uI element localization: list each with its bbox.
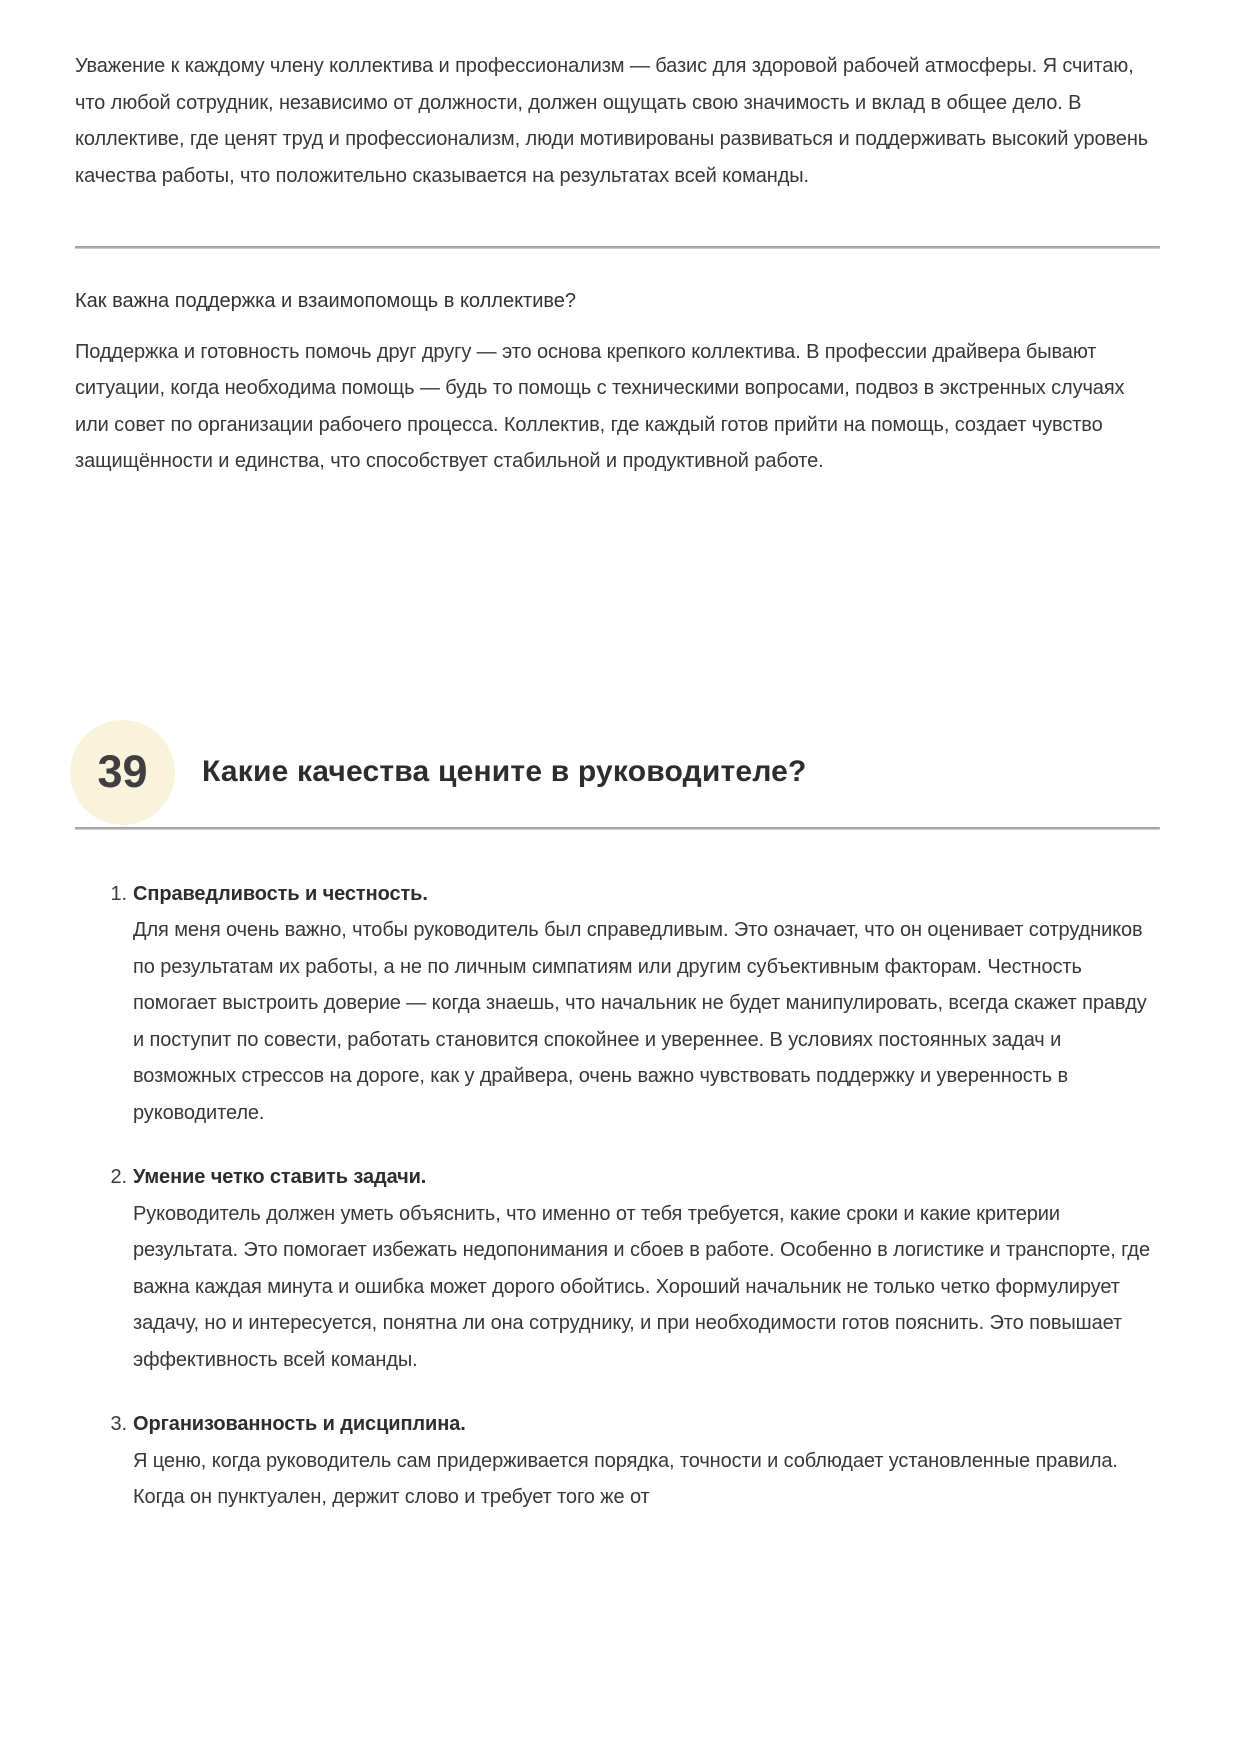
- section-divider-top: [75, 246, 1160, 249]
- list-item: [75, 1406, 1160, 1516]
- question-number: 39: [97, 746, 148, 797]
- list-item-body: Я ценю, когда руководитель сам придерживается порядка, точности и соблюдает установленные правила. Когда он пунктуален, держит слово и требует того же от: [133, 1449, 1118, 1508]
- list-item-title: Справедливость и честность.: [133, 882, 428, 905]
- list-item-number: 3.: [110, 1413, 127, 1435]
- intro-paragraph: Уважение к каждому члену коллектива и профессионализм — базис для здоровой рабочей атмосферы. Я считаю, что любой сотрудник, независимо от должности, должен ощущать свою значимость и вклад в общее дело. В коллективе, где ценят труд и профессионализм, люди мотивированы развиваться и поддерживать высокий уровень качества работы, что положительно сказывается на результатах всей команды.: [75, 55, 1149, 187]
- section-divider-bottom: [75, 827, 1160, 830]
- list-item-title: Организованность и дисциплина.: [133, 1413, 466, 1435]
- list-item-number: 2.: [110, 1166, 127, 1188]
- section-header: [75, 720, 1160, 825]
- qualities-list: [75, 876, 1160, 1516]
- section-title: Какие качества цените в руководителе?: [202, 755, 807, 788]
- answer-paragraph: Поддержка и готовность помочь друг другу — это основа крепкого коллектива. В профессии драйвера бывают ситуации, когда необходима помощь — будь то помощь с техническими вопросами, подвоз в экстренных случаях или совет по организации рабочего процесса. Коллектив, где каждый готов прийти на помощь, создает чувство защищённости и единства, что способствует стабильной и продуктивной работе.: [75, 340, 1125, 472]
- list-item-body: Руководитель должен уметь объяснить, что именно от тебя требуется, какие сроки и какие критерии результата. Это помогает избежать недопонимания и сбоев в работе. Особенно в логистике и транспорте, где важна каждая минута и ошибка может дорого обойтись. Хороший начальник не только четко формулирует задачу, но и интересуется, понятна ли она сотруднику, и при необходимости готов пояснить. Это повышает эффективность всей команды.: [133, 1202, 1151, 1371]
- question-heading: Как важна поддержка и взаимопомощь в коллективе?: [75, 290, 577, 312]
- list-item: [75, 876, 1160, 1132]
- list-item-title: Умение четко ставить задачи.: [133, 1166, 427, 1188]
- list-item-content: [133, 1159, 1160, 1378]
- list-item: [75, 1159, 1160, 1378]
- list-item-number: 1.: [110, 882, 127, 905]
- list-item-body: Для меня очень важно, чтобы руководитель был справедливым. Это означает, что он оценивает сотрудников по результатам их работы, а не по личным симпатиям или другим субъективным факторам. Честность помогает выстроить доверие — когда знаешь, что начальник не будет манипулировать, всегда скажет правду и поступит по совести, работать становится спокойнее и увереннее. В условиях постоянных задач и возможных стрессов на дороге, как у драйвера, очень важно чувствовать поддержку и уверенность в руководителе.: [133, 919, 1147, 1124]
- list-item-content: [133, 1406, 1160, 1516]
- list-item-content: [133, 876, 1160, 1132]
- question-number-badge: [70, 720, 175, 825]
